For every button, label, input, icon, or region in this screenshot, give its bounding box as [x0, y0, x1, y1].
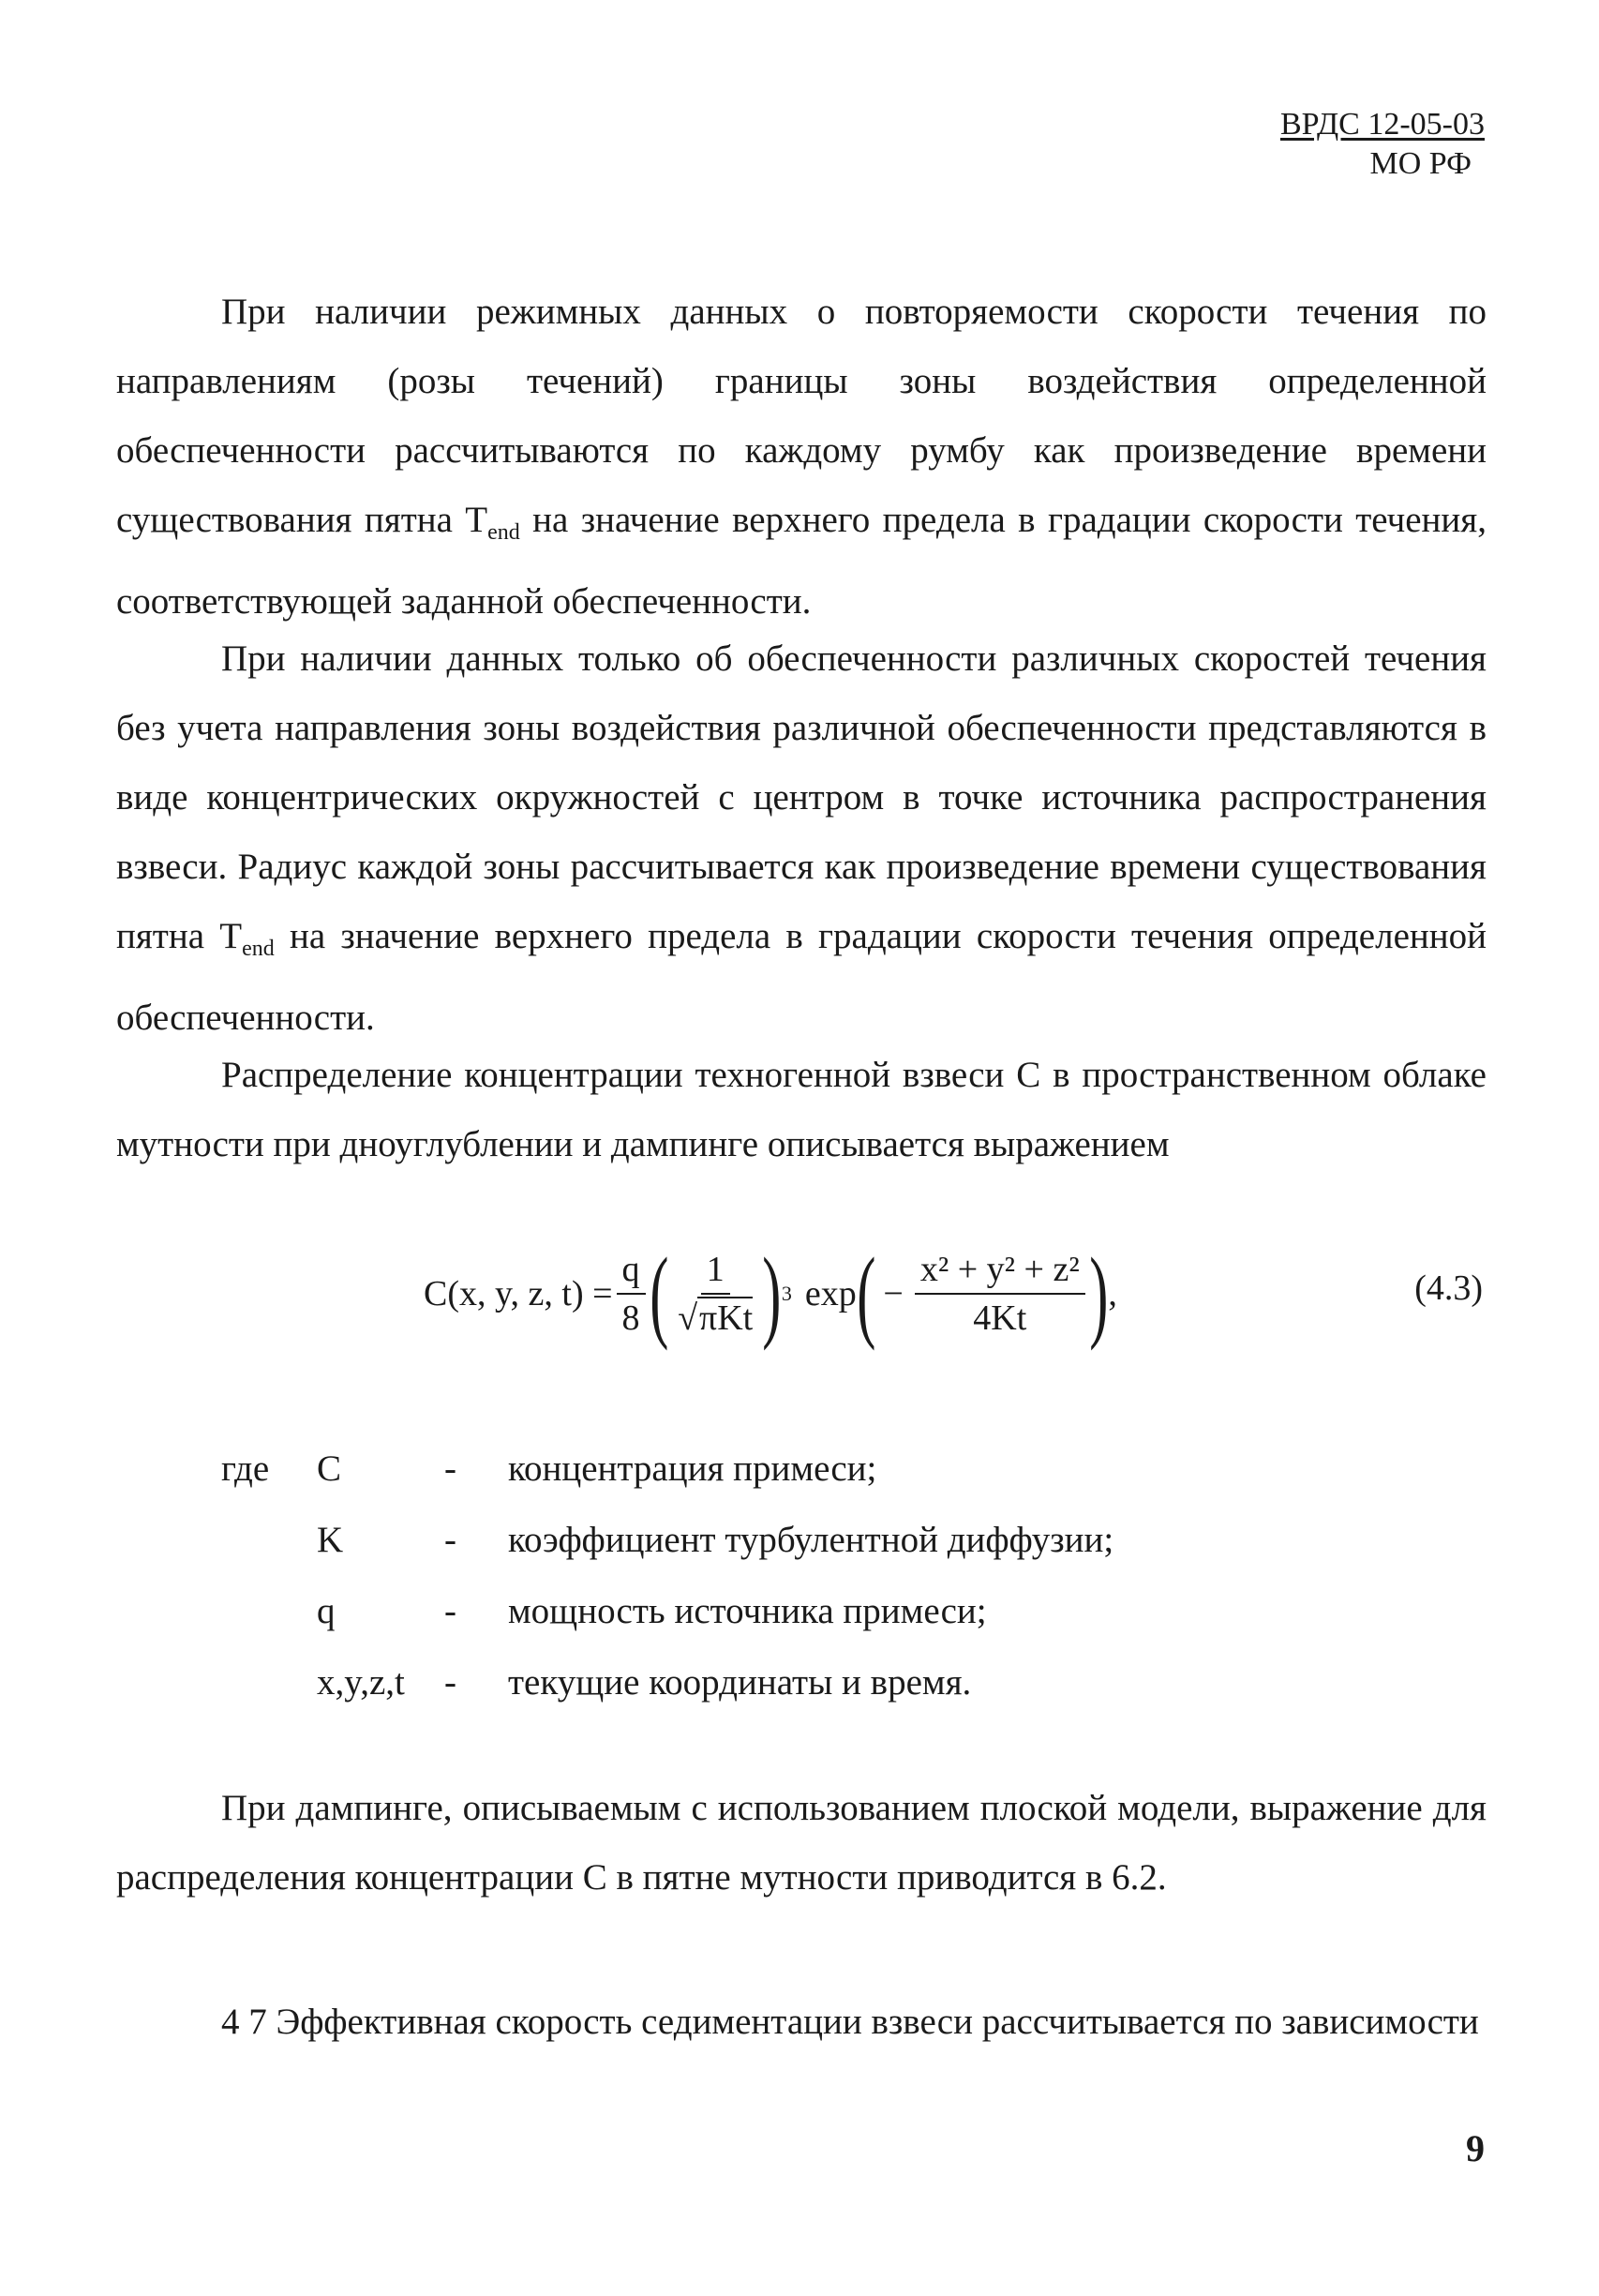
document-code: ВРДС 12-05-03 — [1279, 107, 1485, 142]
equation-number: (4.3) — [1414, 1268, 1483, 1308]
organization: МО РФ — [1369, 146, 1472, 181]
definitions-list — [221, 1433, 1113, 1718]
fraction-q: q — [617, 1250, 646, 1295]
exponent-denominator: 4Kt — [973, 1298, 1027, 1338]
paragraph-4-text: При дампинге, описываемым с использованием плоской модели, выражение для распределения концентрации C в пятне мутности приводится в 6.2. — [116, 1788, 1487, 1898]
paragraph-3 — [116, 1041, 1487, 1179]
where-label: где — [221, 1448, 270, 1489]
definition-row — [221, 1504, 1113, 1575]
paragraph-1 — [116, 278, 1487, 637]
formula-comma: , — [1108, 1274, 1117, 1313]
definition-symbol: x,y,z,t — [317, 1661, 405, 1703]
definition-row — [221, 1646, 1113, 1718]
paragraph-1-text-a: При наличии режимных данных о повторяемости скорости течения по направлениям (розы течений) границы зоны воздействия определенной обеспеченности рассчитываются по каждому румбу как произведение времени существования пятна T — [116, 292, 1487, 540]
paragraph-4 — [116, 1774, 1487, 1913]
paragraph-1-text-b: на значение верхнего предела в градации скорости течения, соответствующей заданной обеспеченности. — [116, 500, 1487, 622]
definition-dash: - — [444, 1590, 456, 1631]
exp-left-paren: ( — [856, 1237, 876, 1351]
fraction-8: 8 — [621, 1298, 640, 1338]
fraction-q-over-8 — [617, 1250, 646, 1338]
definition-dash: - — [444, 1448, 456, 1489]
definition-text: мощность источника примеси; — [508, 1590, 987, 1631]
paragraph-3-text: Распределение концентрации техногенной взвеси C в пространственном облаке мутности при дноуглублении и дампинге описывается выражением — [116, 1055, 1487, 1164]
definition-text: концентрация примеси; — [508, 1448, 877, 1489]
sqrt-symbol: √ — [678, 1298, 698, 1338]
definition-text: текущие координаты и время. — [508, 1661, 972, 1703]
paragraph-2 — [116, 624, 1487, 1053]
exp-function: exp — [804, 1274, 857, 1313]
cube-exponent: 3 — [781, 1282, 792, 1305]
paragraph-2-text-b: на значение верхнего предела в градации скорости течения определенной обеспеченности. — [116, 916, 1487, 1038]
definition-symbol: C — [317, 1448, 342, 1489]
fraction-one-over-sqrt — [672, 1250, 758, 1338]
definition-symbol: K — [317, 1519, 344, 1560]
definition-row — [221, 1575, 1113, 1646]
right-paren: ) — [762, 1237, 782, 1351]
page-number: 9 — [1466, 2127, 1485, 2169]
paragraph-5-text: 4 7 Эффективная скорость седиментации взвеси рассчитывается по зависимости — [221, 2002, 1479, 2042]
minus-sign: − — [883, 1274, 904, 1313]
paragraph-2-text-a: При наличии данных только об обеспеченности различных скоростей течения без учета направления зоны воздействия различной обеспеченности представляются в виде концентрических окружностей с центром в точке источника распространения взвеси. Радиус каждой зоны рассчитывается как произведение времени существования пятна T — [116, 638, 1487, 956]
sqrt-content: πKt — [699, 1298, 754, 1338]
definition-text: коэффициент турбулентной диффузии; — [508, 1519, 1114, 1560]
paragraph-5 — [116, 1988, 1487, 2057]
exp-right-paren: ) — [1088, 1237, 1109, 1351]
formula-lhs: C(x, y, z, t) = — [424, 1274, 613, 1313]
formula-4-3 — [424, 1228, 1117, 1359]
fraction-one: 1 — [701, 1250, 730, 1295]
fraction-exponent — [915, 1250, 1085, 1338]
exponent-numerator: x² + y² + z² — [915, 1250, 1085, 1295]
definition-symbol: q — [317, 1590, 336, 1631]
definition-row — [221, 1433, 1113, 1504]
definition-dash: - — [444, 1519, 456, 1560]
left-paren: ( — [649, 1237, 668, 1351]
document-header — [1280, 105, 1485, 184]
paragraph-1-subscript: end — [487, 520, 520, 545]
fraction-sqrt — [672, 1295, 758, 1338]
paragraph-2-subscript: end — [242, 937, 275, 961]
definition-dash: - — [444, 1661, 456, 1703]
